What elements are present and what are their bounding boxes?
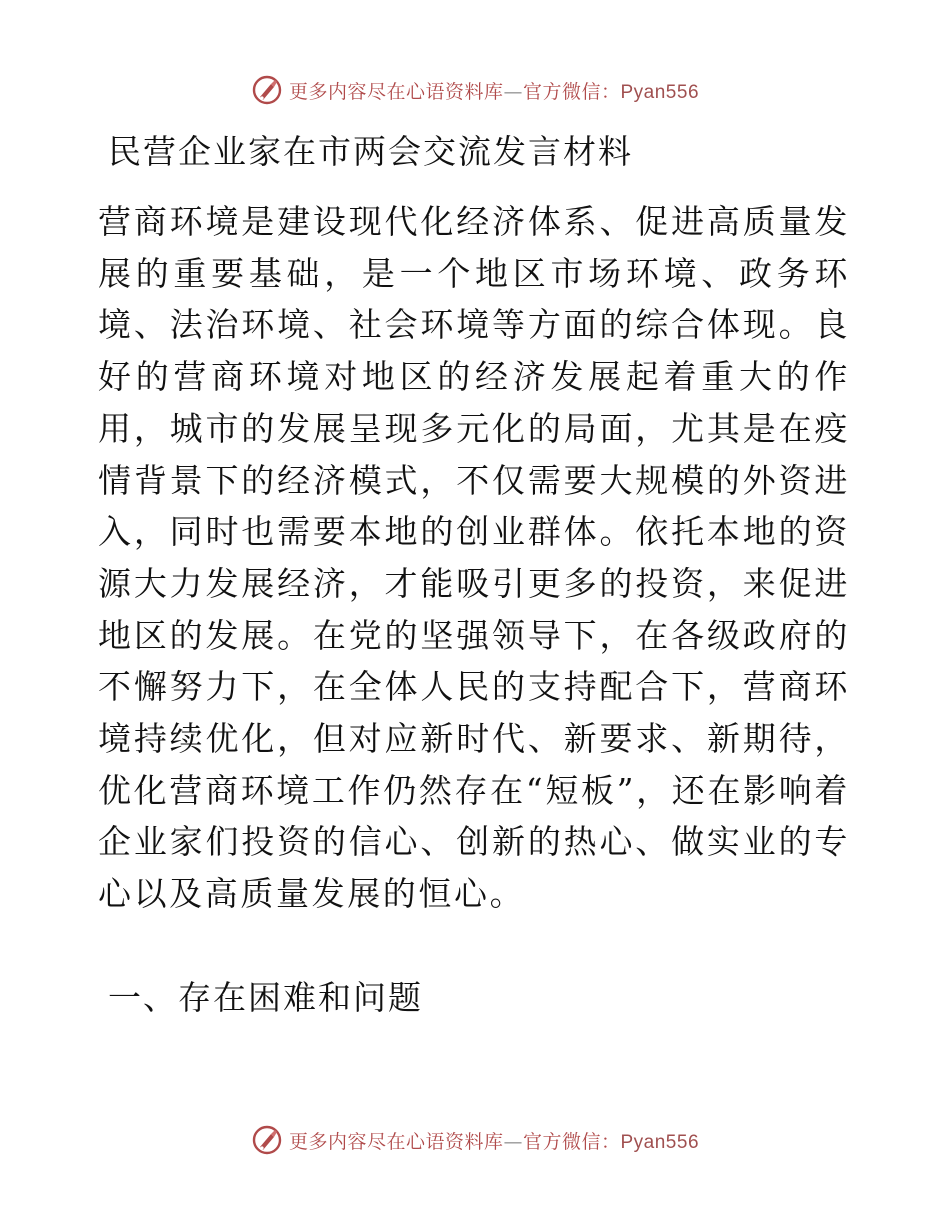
watermark-brand: 更多内容尽在心语资料库 [288,1130,504,1153]
body-paragraph: 营商环境是建设现代化经济体系、促进高质量发展的重要基础，是一个地区市场环境、政务环境、法治环境、社会环境等方面的综合体现。良好的营商环境对地区的经济发展起着重大的作用，城市的发展呈现多元化的局面，尤其是在疫情背景下的经济模式，不仅需要大规模的外资进入，同时也需要本地的创业群体。依托本地的资源大力发展经济，才能吸引更多的投资，来促进地区的发展。在党的坚强领导下，在各级政府的不懈努力下，在全体人民的支持配合下，营商环境持续优化，但对应新时代、新要求、新期待，优化营商环境工作仍然存在“短板”，还在影响着企业家们投资的信心、创新的热心、做实业的专心以及高质量发展的恒心。 [98,202,850,914]
pen-logo-icon [251,1124,283,1156]
watermark-separator: — [503,1130,523,1153]
watermark-text [289,77,699,104]
document-title: 民营企业家在市两会交流发言材料 [108,132,633,171]
watermark-wechat-id: Pyan556 [620,1131,700,1153]
watermark-separator: — [503,80,523,103]
watermark-text [289,1127,699,1154]
pen-logo-icon [251,74,283,106]
footer-watermark [0,1120,950,1160]
section-heading: 一、存在困难和问题 [108,978,423,1017]
watermark-brand: 更多内容尽在心语资料库 [288,80,504,103]
watermark-wechat-id: Pyan556 [620,81,700,103]
watermark-wechat-label: 官方微信： [522,1130,621,1153]
watermark-wechat-label: 官方微信： [522,80,621,103]
header-watermark [0,70,950,110]
